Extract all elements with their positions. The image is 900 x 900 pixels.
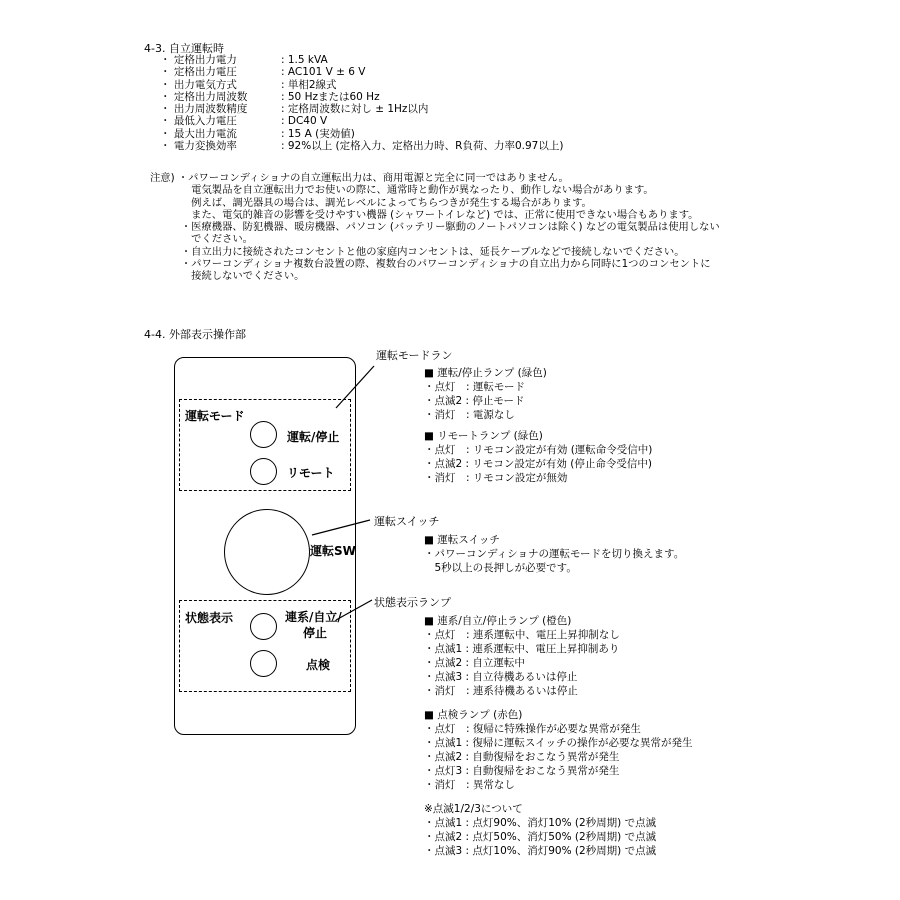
desc-line: ■ 連系/自立/停止ランプ (橙色) <box>424 615 572 627</box>
desc-line: ・点滅2 : 停止モード <box>424 395 525 407</box>
section-title-4-4: 4-4. 外部表示操作部 <box>144 328 246 341</box>
callout-run-switch: 運転スイッチ <box>374 515 440 528</box>
desc-line: ・点滅2 : 点灯50%、消灯50% (2秒周期) で点滅 <box>424 831 657 843</box>
desc-line: ・点滅3 : 点灯10%、消灯90% (2秒周期) で点滅 <box>424 845 657 857</box>
note-line: ・自立出力に接続されたコンセントと他の家庭内コンセントは、延長ケーブルなどで接続しないでください。 <box>150 245 685 258</box>
desc-line: ・点灯3 : 自動復帰をおこなう異常が発生 <box>424 765 620 777</box>
desc-line: ・点滅2 : 自立運転中 <box>424 657 525 669</box>
note-line: 例えば、調光器具の場合は、調光レベルによってちらつきが発生する場合があります。 <box>150 196 592 209</box>
run-stop-label: 運転/停止 <box>287 430 340 444</box>
spec-value: : 15 A (実効値) <box>281 127 355 140</box>
note-line: 注意) ・パワーコンディショナの自立運転出力は、商用電源と完全に同一ではありません。 <box>150 172 569 184</box>
spec-value: : 92%以上 (定格入力、定格出力時、R負荷、力率0.97以上) <box>281 140 564 153</box>
desc-status <box>424 614 692 858</box>
spec-value: : 50 Hzまたは60 Hz <box>281 90 380 103</box>
desc-line: ・点滅1 : 連系運転中、電圧上昇抑制あり <box>424 643 620 655</box>
desc-line: ・消灯 : 連系待機あるいは停止 <box>424 685 578 697</box>
spec-label: ・ 出力周波数精度 <box>160 103 248 116</box>
spec-value: : 定格周波数に対し ± 1Hz以内 <box>281 103 429 116</box>
callout-mode-lamp: 運転モードラン <box>376 349 453 362</box>
callout-line-switch <box>312 520 370 535</box>
note-line: 接続しないでください。 <box>150 270 305 283</box>
status-group-label: 状態表示 <box>185 611 234 625</box>
desc-line: ・点灯 : 運転モード <box>424 381 525 393</box>
desc-line: ・点灯 : リモコン設定が有効 (運転命令受信中) <box>424 444 653 456</box>
desc-switch <box>424 533 684 575</box>
desc-line: ※点滅1/2/3について <box>424 803 523 815</box>
spec-label: ・ 定格出力周波数 <box>160 90 248 103</box>
desc-line: ・点灯 : 復帰に特殊操作が必要な異常が発生 <box>424 723 641 735</box>
spec-value: : DC40 V <box>281 115 328 128</box>
callout-line-mode <box>336 366 374 408</box>
desc-line: ■ 運転/停止ランプ (緑色) <box>424 367 547 379</box>
check-label: 点検 <box>306 658 331 672</box>
desc-line: ・消灯 : 電源なし <box>424 409 515 421</box>
spec-label: ・ 出力電気方式 <box>160 78 237 91</box>
spec-label: ・ 最低入力電圧 <box>160 115 237 128</box>
desc-line <box>424 698 692 708</box>
desc-line: 5秒以上の長押しが必要です。 <box>424 562 577 574</box>
grid-status-label-2: 停止 <box>303 626 328 640</box>
note-line: また、電気的雑音の影響を受けやすい機器 (シャワートイレなど) では、正常に使用できない場合もあります。 <box>150 208 699 221</box>
callout-line-status <box>336 600 372 620</box>
spec-value: : 単相2線式 <box>281 78 337 91</box>
desc-line: ・パワーコンディショナの運転モードを切り換えます。 <box>424 548 685 560</box>
note-line: 電気製品を自立運転出力でお使いの際に、通常時と動作が異なったり、動作しない場合があります。 <box>150 184 654 197</box>
spec-label: ・ 最大出力電流 <box>160 127 237 140</box>
desc-line: ■ リモートランプ (緑色) <box>424 430 543 442</box>
desc-line: ・消灯 : 異常なし <box>424 779 515 791</box>
desc-line: ■ 運転スイッチ <box>424 534 500 546</box>
remote-label: リモート <box>287 466 335 480</box>
desc-line: ・消灯 : リモコン設定が無効 <box>424 472 568 484</box>
desc-line <box>424 422 652 429</box>
desc-line: ・点滅2 : 自動復帰をおこなう異常が発生 <box>424 751 620 763</box>
note-line: でください。 <box>150 233 253 246</box>
desc-line: ・点滅3 : 自立待機あるいは停止 <box>424 671 578 683</box>
desc-line: ・点滅1 : 復帰に運転スイッチの操作が必要な異常が発生 <box>424 737 693 749</box>
desc-line: ・点灯 : 連系運転中、電圧上昇抑制なし <box>424 629 620 641</box>
section-title-4-3: 4-3. 自立運転時 <box>144 42 224 55</box>
grid-status-label-1: 連系/自立/ <box>285 610 342 624</box>
spec-value: : AC101 V ± 6 V <box>281 66 366 79</box>
desc-line: ■ 点検ランプ (赤色) <box>424 709 523 721</box>
callout-status-lamp: 状態表示ランプ <box>374 596 451 609</box>
mode-group-label: 運転モード <box>185 409 245 423</box>
desc-line: ・点滅1 : 点灯90%、消灯10% (2秒周期) で点滅 <box>424 817 657 829</box>
spec-label: ・ 電力変換効率 <box>160 140 237 153</box>
note-line: ・パワーコンディショナ複数台設置の際、複数台のパワーコンディショナの自立出力から同時に1つのコンセントに <box>150 258 711 271</box>
spec-label: ・ 定格出力電圧 <box>160 66 237 79</box>
spec-value: : 1.5 kVA <box>281 54 328 66</box>
note-line: ・医療機器、防犯機器、暖房機器、パソコン (バッテリー駆動のノートパソコンは除く) などの電気製品は使用しない <box>150 221 720 234</box>
desc-line <box>424 792 692 802</box>
desc-line: ・点滅2 : リモコン設定が有効 (停止命令受信中) <box>424 458 652 470</box>
run-switch-label: 運転SW <box>310 544 356 558</box>
spec-label: ・ 定格出力電力 <box>160 54 237 66</box>
desc-mode <box>424 366 652 485</box>
